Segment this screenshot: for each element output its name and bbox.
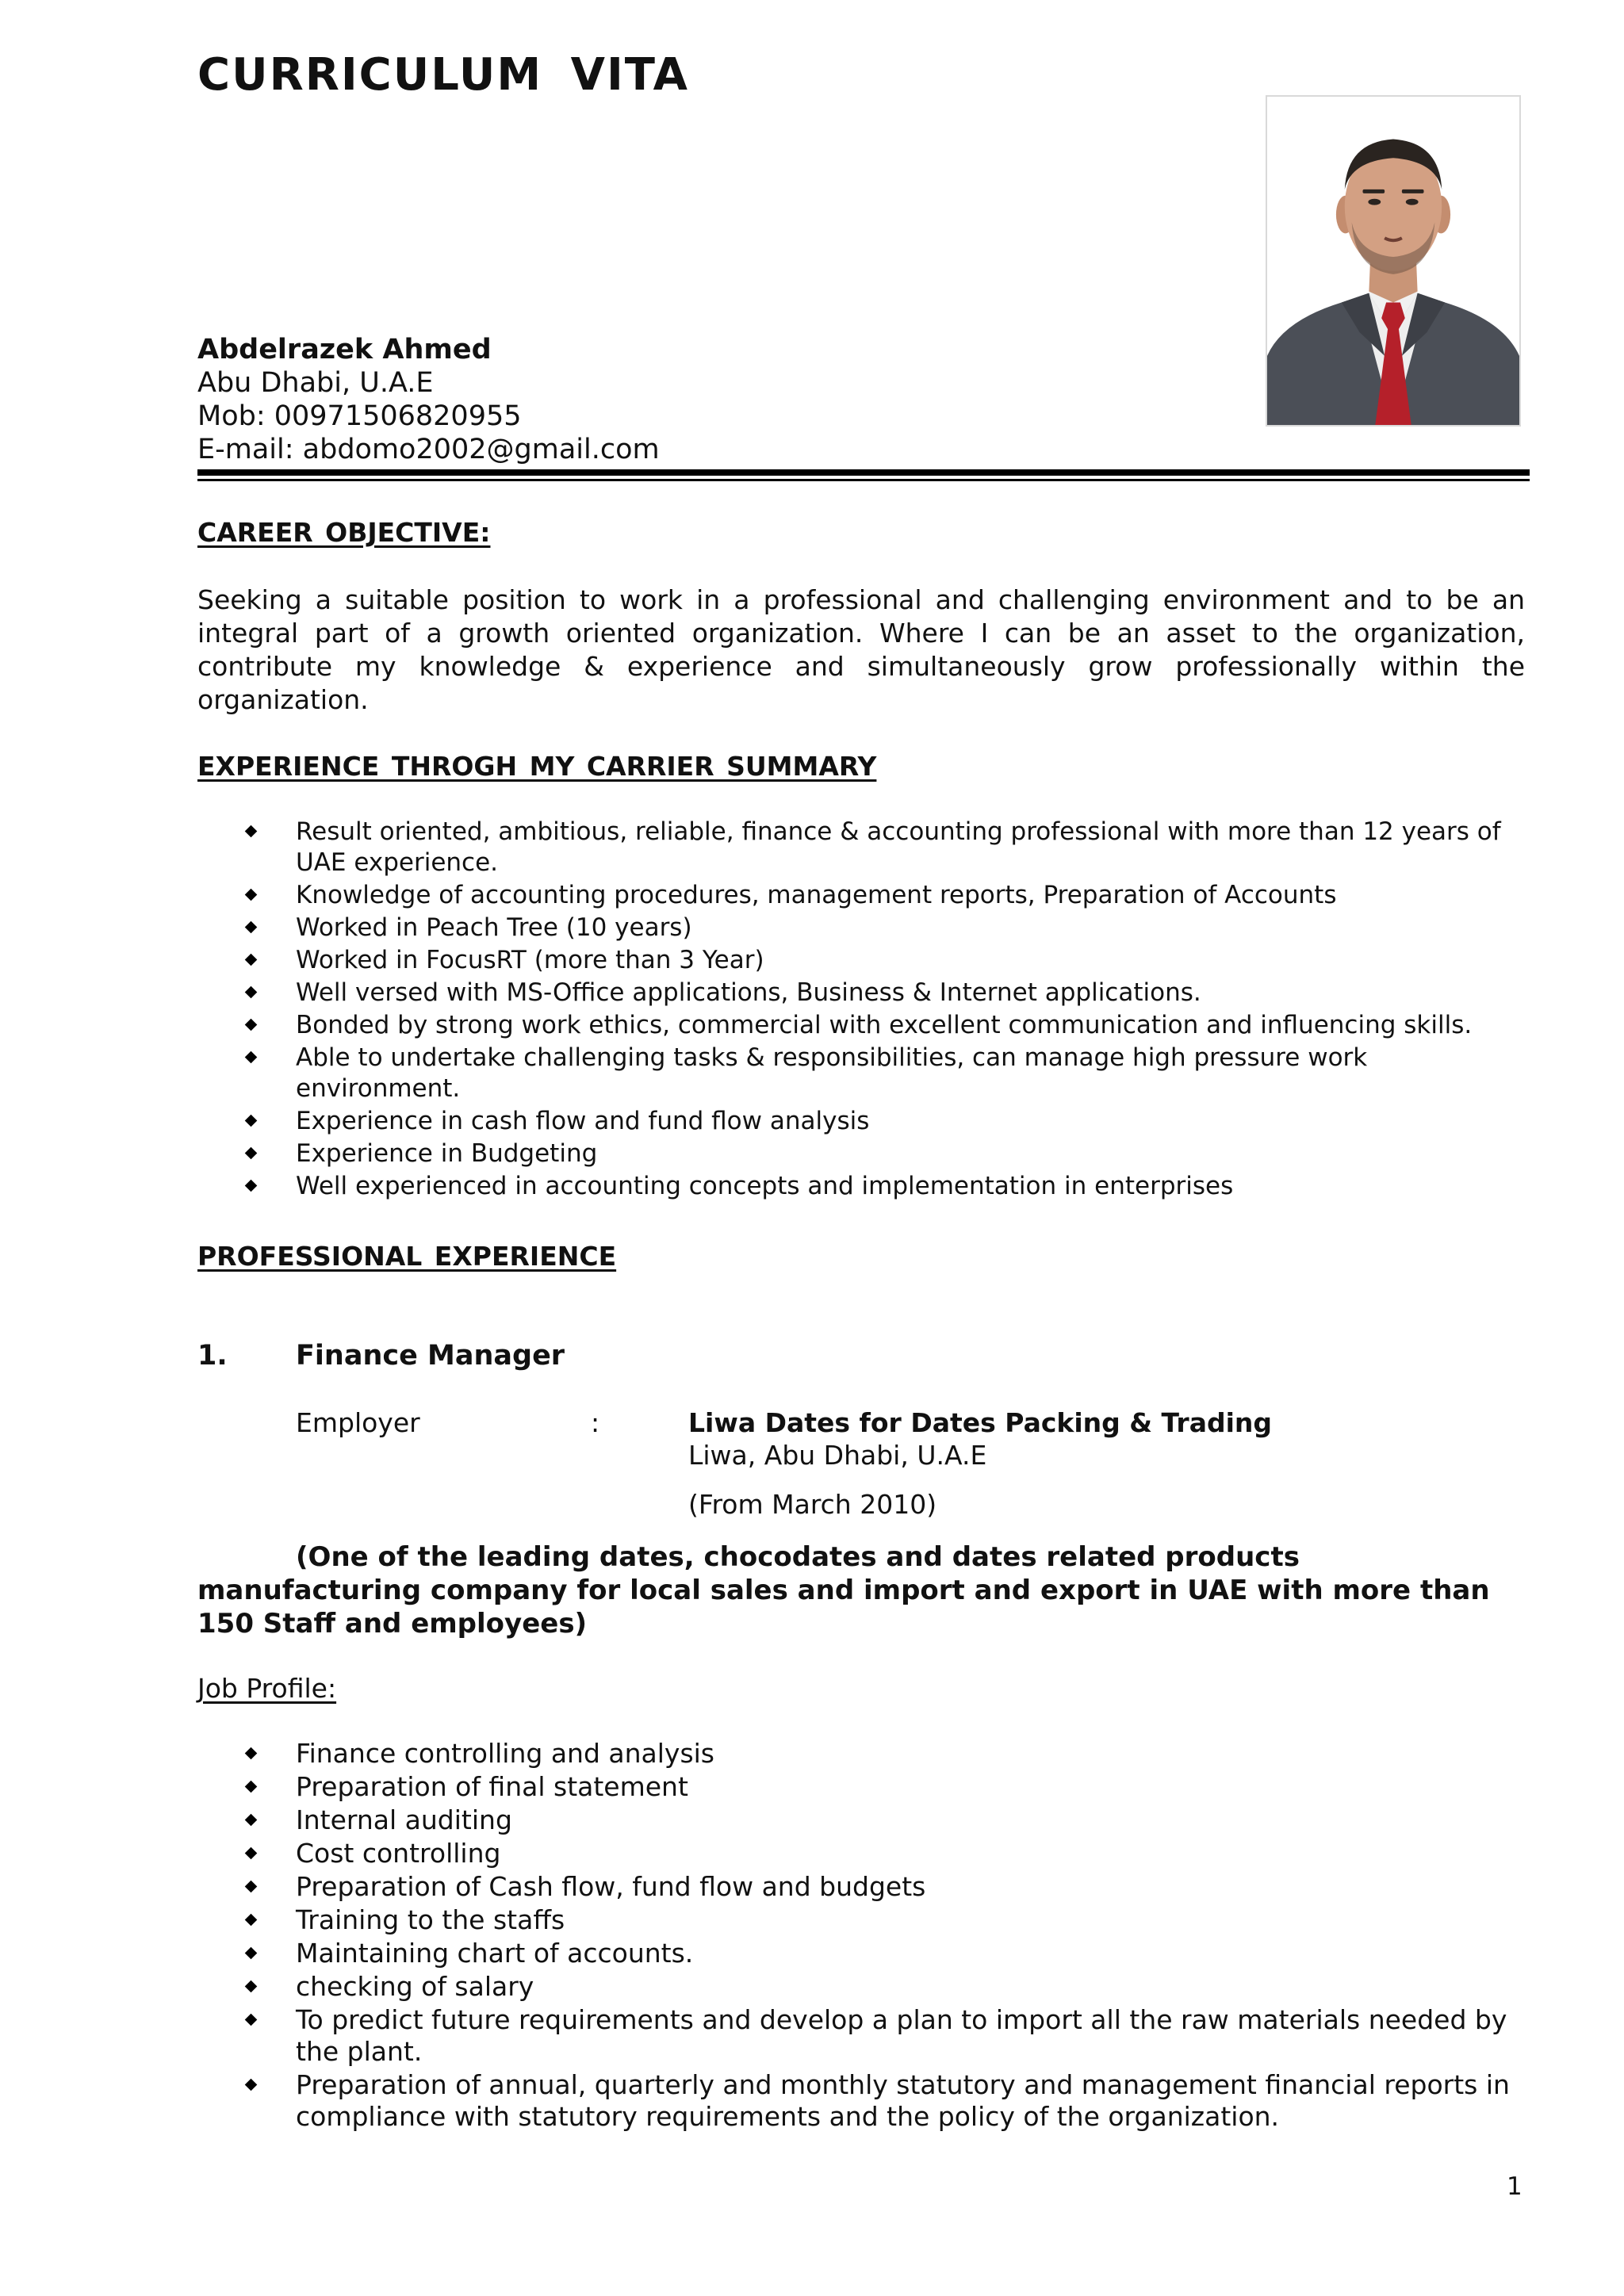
employer-colon: : [591,1407,600,1438]
diamond-bullet-icon [245,889,258,901]
list-item: Result oriented, ambitious, reliable, finance & accounting professional with more than 12 years of UAE experience. [197,817,1530,878]
diamond-bullet-icon [245,954,258,966]
list-item: Internal auditing [197,1804,1530,1836]
document-title: CURRICULUM VITA [197,49,689,101]
list-item: Preparation of annual, quarterly and monthly statutory and management financial reports in compliance with statutory requirements and the policy of the organization. [197,2069,1530,2133]
summary-heading: EXPERIENCE THROGH MY CARRIER SUMMARY [197,751,877,782]
list-item: Worked in Peach Tree (10 years) [197,913,1530,943]
summary-list [197,817,1530,1203]
employer-location: Liwa, Abu Dhabi, U.A.E [688,1440,987,1471]
diamond-bullet-icon [245,1914,258,1927]
diamond-bullet-icon [245,1881,258,1893]
professional-experience-heading: PROFESSIONAL EXPERIENCE [197,1241,617,1272]
employer-label: Employer [296,1407,420,1438]
diamond-bullet-icon [245,921,258,934]
employment-period: (From March 2010) [688,1489,937,1520]
diamond-bullet-icon [245,1847,258,1860]
header-divider-thin [197,479,1530,481]
diamond-bullet-icon [245,1980,258,1993]
list-item: Well experienced in accounting concepts and implementation in enterprises [197,1171,1530,1202]
job-profile-heading: Job Profile: [197,1673,337,1704]
list-item: Preparation of Cash flow, fund flow and budgets [197,1871,1530,1903]
employer-name: Liwa Dates for Dates Packing & Trading [688,1407,1273,1438]
list-item: Bonded by strong work ethics, commercial with excellent communication and influencing skills. [197,1010,1530,1041]
diamond-bullet-icon [245,1180,258,1192]
job-number: 1. [197,1340,228,1372]
list-item: Experience in cash flow and fund flow analysis [197,1106,1530,1137]
diamond-bullet-icon [245,1019,258,1031]
list-item: To predict future requirements and develop a plan to import all the raw materials needed by the plant. [197,2004,1530,2068]
diamond-bullet-icon [245,1747,258,1760]
list-item: Cost controlling [197,1838,1530,1869]
diamond-bullet-icon [245,986,258,999]
list-item: Training to the staffs [197,1904,1530,1936]
list-item: Maintaining chart of accounts. [197,1938,1530,1969]
contact-block [197,333,660,466]
diamond-bullet-icon [245,1051,258,1064]
candidate-location: Abu Dhabi, U.A.E [197,367,434,399]
list-item: checking of salary [197,1971,1530,2003]
header-divider-thick [197,469,1530,476]
diamond-bullet-icon [245,1147,258,1160]
candidate-name: Abdelrazek Ahmed [197,334,492,365]
diamond-bullet-icon [245,1947,258,1960]
career-objective-heading: CAREER OBJECTIVE: [197,517,491,548]
job-profile-list [197,1738,1530,2134]
list-item: Well versed with MS-Office applications, Business & Internet applications. [197,978,1530,1008]
diamond-bullet-icon [245,2014,258,2026]
job-title: Finance Manager [296,1340,565,1372]
candidate-email: E-mail: abdomo2002@gmail.com [197,434,660,465]
portrait-image [1267,97,1519,425]
list-item: Experience in Budgeting [197,1138,1530,1169]
list-item: Preparation of final statement [197,1771,1530,1803]
list-item: Able to undertake challenging tasks & responsibilities, can manage high pressure work environment. [197,1043,1530,1104]
page-number: 1 [1507,2172,1522,2201]
career-objective-text: Seeking a suitable position to work in a professional and challenging environment and to be an integral part of a growth oriented organization. Where I can be an asset to the organization, contribute my knowledge & experience and simultaneously grow professionally within the organization. [197,584,1525,715]
company-description: (One of the leading dates, chocodates and dates related products manufacturing company for local sales and import and export in UAE with more than 150 Staff and employees) [197,1541,1490,1640]
diamond-bullet-icon [245,1115,258,1127]
list-item: Finance controlling and analysis [197,1738,1530,1770]
diamond-bullet-icon [245,2079,258,2091]
profile-photo [1266,95,1521,427]
diamond-bullet-icon [245,825,258,838]
diamond-bullet-icon [245,1781,258,1793]
list-item: Knowledge of accounting procedures, management reports, Preparation of Accounts [197,880,1530,911]
list-item: Worked in FocusRT (more than 3 Year) [197,945,1530,976]
diamond-bullet-icon [245,1814,258,1827]
candidate-mobile: Mob: 00971506820955 [197,400,522,432]
